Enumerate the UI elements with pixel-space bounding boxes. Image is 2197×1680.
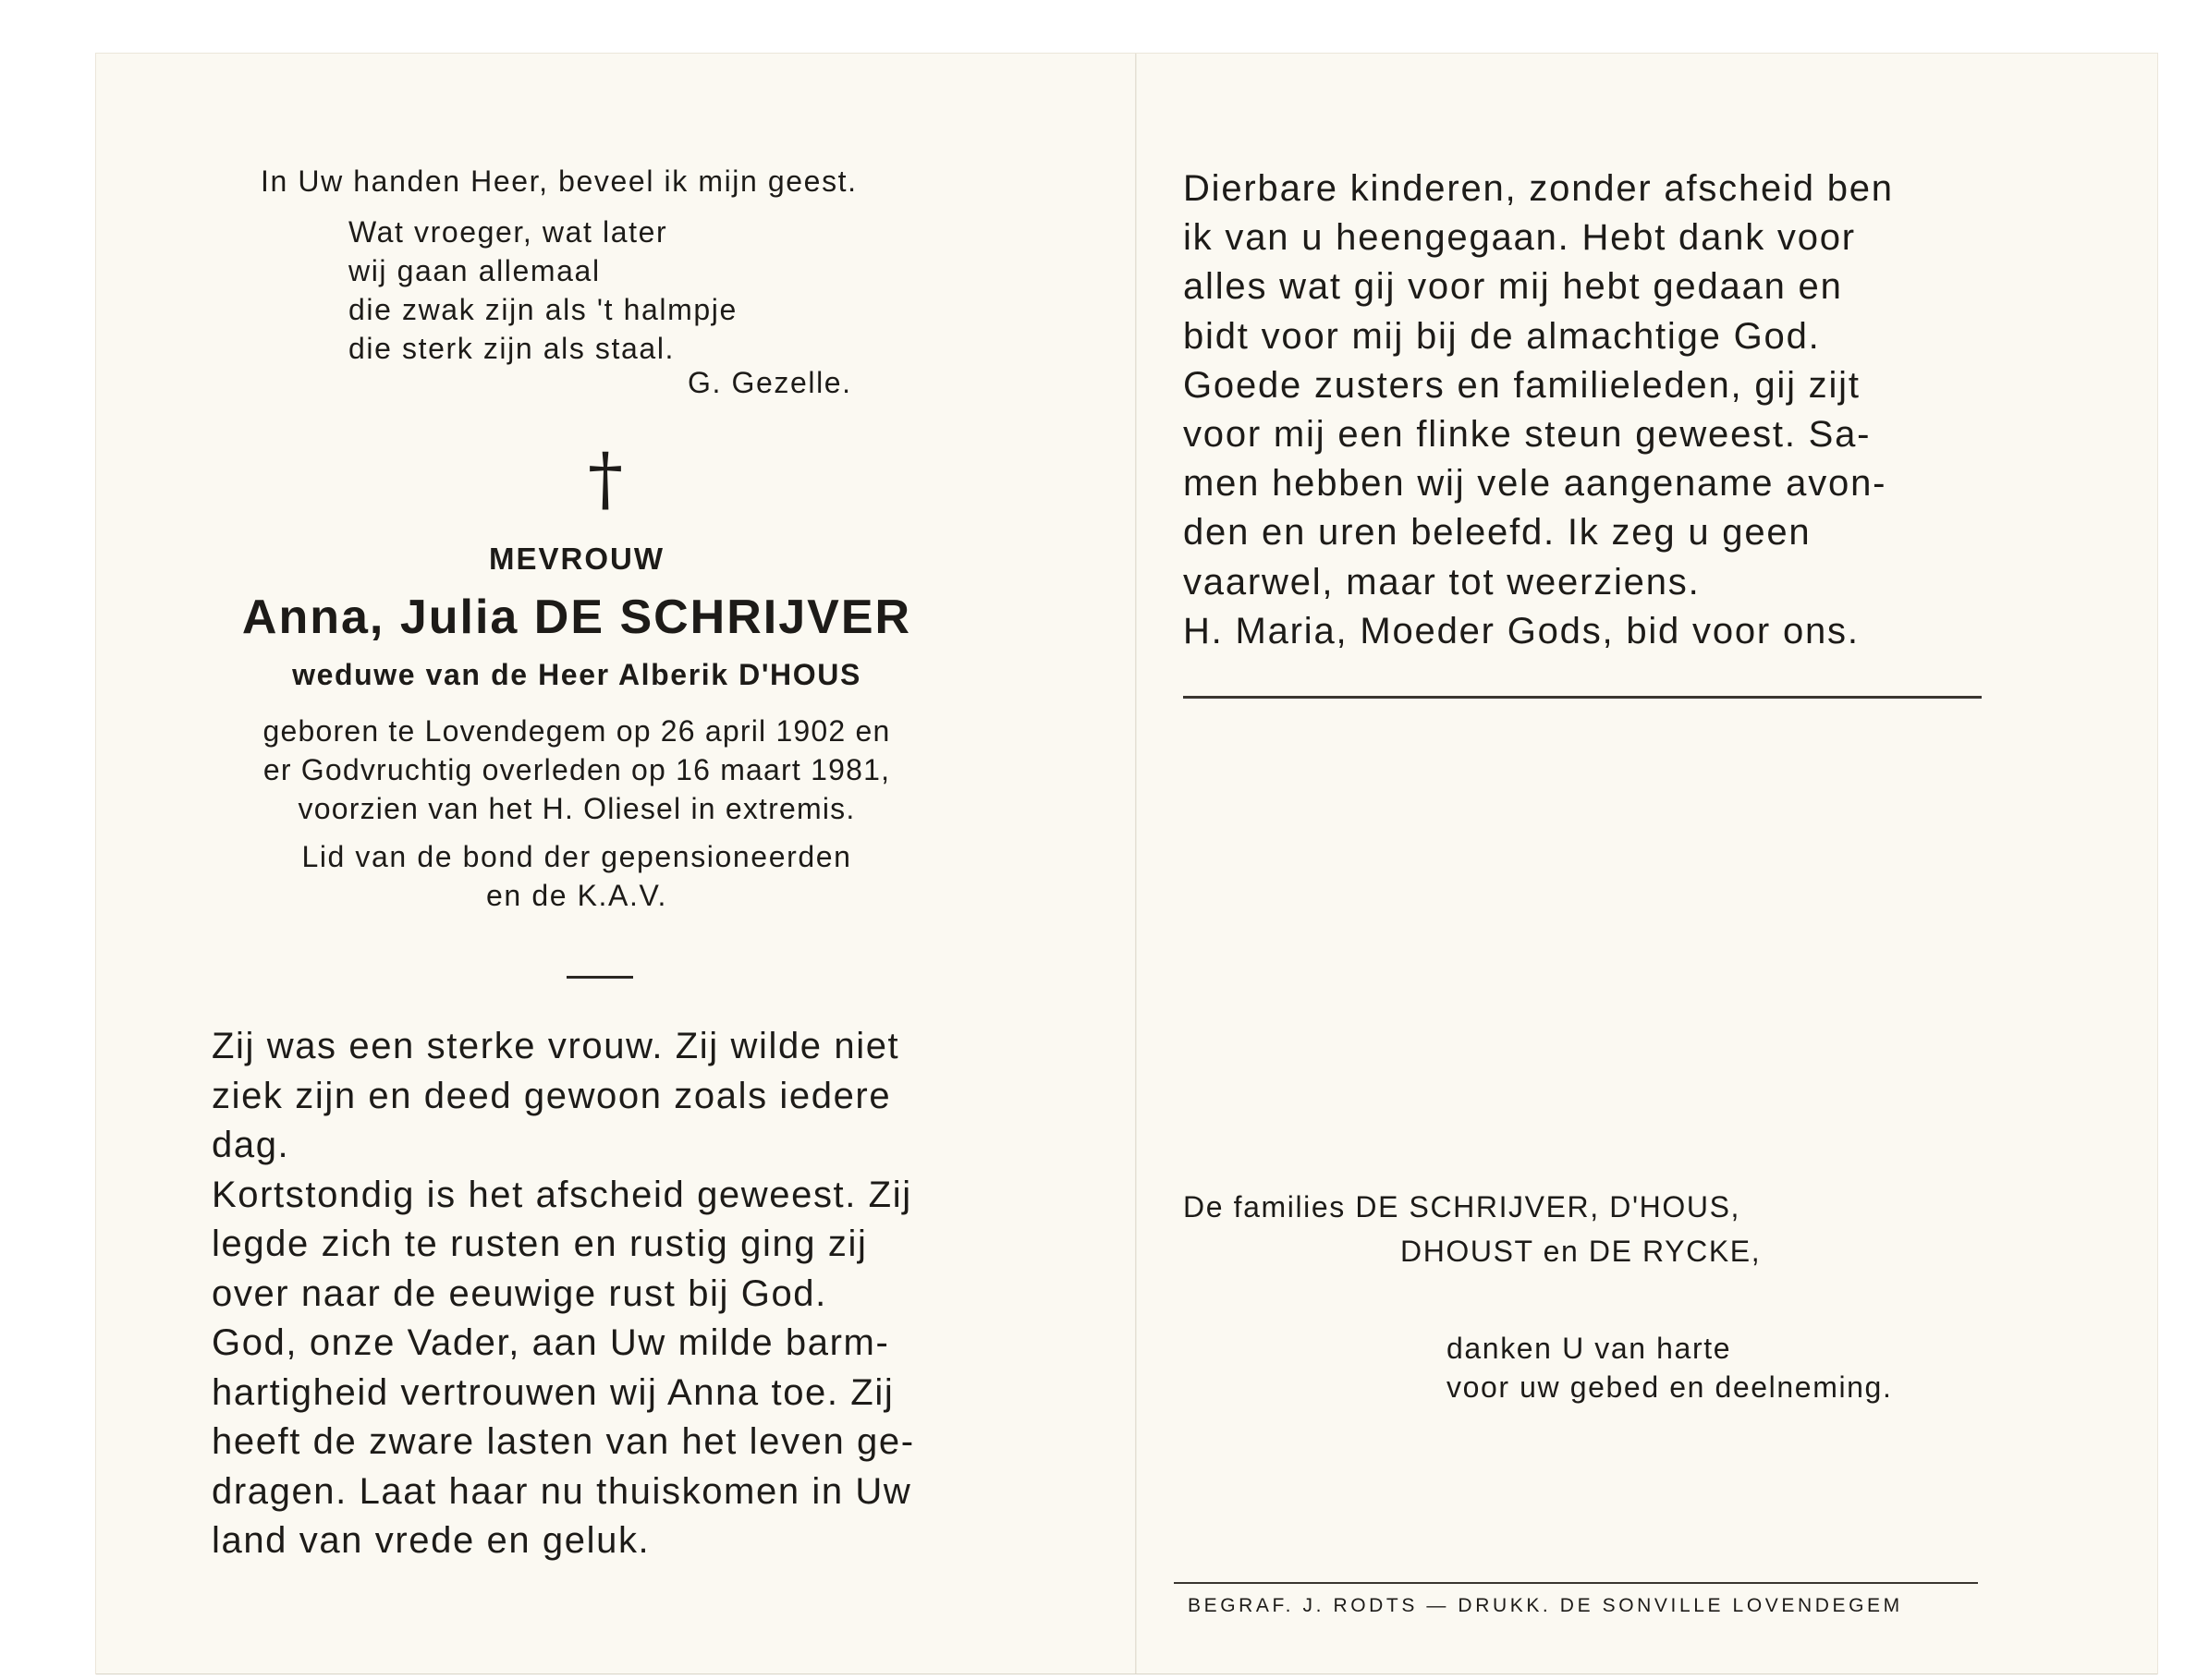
divider <box>1183 696 1982 699</box>
right-panel <box>1137 54 2157 1674</box>
tribute-line: Kortstondig is het afscheid geweest. Zij <box>212 1174 912 1215</box>
poem-line: die zwak zijn als 't halmpje <box>348 293 738 326</box>
membership-info <box>207 837 946 915</box>
thanks-line: voor uw gebed en deelneming. <box>1446 1370 1893 1404</box>
poem-first-line: In Uw handen Heer, beveel ik mijn geest. <box>261 164 858 198</box>
thanks-line: danken U van harte <box>1446 1332 1732 1365</box>
farewell-line: Dierbare kinderen, zonder afscheid ben <box>1183 168 1894 209</box>
deceased-name: Anna, Julia DE SCHRIJVER <box>241 590 912 644</box>
farewell-line: men hebben wij vele aangename avon- <box>1183 463 1887 505</box>
tribute-line: dag. <box>212 1125 290 1165</box>
thanks-text <box>1446 1329 1892 1406</box>
printer-credit: BEGRAF. J. RODTS — DRUKK. DE SONVILLE LOVENDEGEM <box>1188 1595 1903 1616</box>
widow-line: weduwe van de Heer Alberik D'HOUS <box>292 658 861 691</box>
poem-line: wij gaan allemaal <box>348 254 601 287</box>
tribute-line: land van vrede en geluk. <box>212 1520 651 1561</box>
left-panel <box>96 54 1135 1674</box>
honorific: MEVROUW <box>489 542 665 576</box>
poem-author: G. Gezelle. <box>688 366 852 399</box>
membership-line: en de K.A.V. <box>486 879 667 912</box>
divider <box>1174 1582 1978 1584</box>
poem <box>348 213 738 368</box>
tribute-line: dragen. Laat haar nu thuiskomen in Uw <box>212 1470 912 1512</box>
membership-line: Lid van de bond der gepensioneerden <box>301 840 852 873</box>
birth-death-line: geboren te Lovendegem op 26 april 1902 en <box>262 714 891 748</box>
tribute-line: heeft de zware lasten van het leven ge- <box>212 1421 915 1462</box>
farewell-line: vaarwel, maar tot weerziens. <box>1183 561 1701 603</box>
tribute-line: legde zich te rusten en rustig ging zij <box>212 1223 868 1264</box>
tribute-text <box>212 1022 1016 1566</box>
farewell-line: den en uren beleefd. Ik zeg u geen <box>1183 512 1812 554</box>
cross-icon: † <box>588 437 623 519</box>
poem-line: Wat vroeger, wat later <box>348 215 668 249</box>
birth-death-line: er Godvruchtig overleden op 16 maart 1981, <box>262 753 891 786</box>
farewell-line: bidt voor mij bij de almachtige God. <box>1183 315 1821 357</box>
birth-death-info <box>207 712 946 828</box>
farewell-line: Goede zusters en familieleden, gij zijt <box>1183 364 1861 406</box>
tribute-line: ziek zijn en deed gewoon zoals iedere <box>212 1075 892 1116</box>
families-line: De families DE SCHRIJVER, D'HOUS, <box>1183 1190 1741 1223</box>
tribute-line: hartigheid vertrouwen wij Anna toe. Zij <box>212 1371 895 1413</box>
tribute-line: over naar de eeuwige rust bij God. <box>212 1272 827 1314</box>
tribute-line: God, onze Vader, aan Uw milde barm- <box>212 1322 890 1363</box>
farewell-line: alles wat gij voor mij hebt gedaan en <box>1183 266 1843 308</box>
poem-line: die sterk zijn als staal. <box>348 332 676 365</box>
farewell-line: H. Maria, Moeder Gods, bid voor ons. <box>1183 610 1860 651</box>
farewell-text <box>1183 164 1978 656</box>
birth-death-line: voorzien van het H. Oliesel in extremis. <box>298 792 856 825</box>
farewell-line: voor mij een flinke steun geweest. Sa- <box>1183 414 1872 456</box>
divider <box>567 976 633 979</box>
farewell-line: ik van u heengegaan. Hebt dank voor <box>1183 217 1856 259</box>
tribute-line: Zij was een sterke vrouw. Zij wilde niet <box>212 1026 900 1066</box>
memorial-card <box>96 54 2157 1674</box>
families-line: DHOUST en DE RYCKE, <box>1400 1235 1762 1268</box>
